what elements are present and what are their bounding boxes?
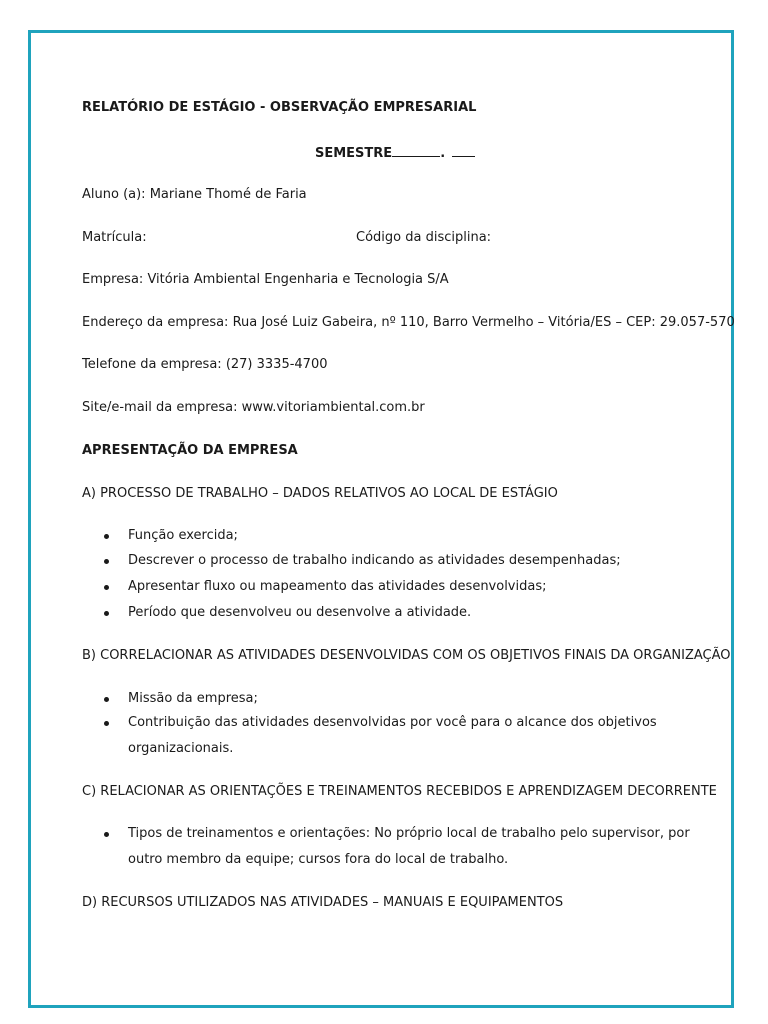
list-item: Tipos de treinamentos e orientações: No próprio local de trabalho pelo supervisor, por <box>128 826 690 841</box>
site-line: Site/e-mail da empresa: www.vitoriambiental.com.br <box>82 400 425 415</box>
list-item: Contribuição das atividades desenvolvidas por você para o alcance dos objetivos <box>128 715 657 730</box>
section-heading: APRESENTAÇÃO DA EMPRESA <box>82 443 298 458</box>
list-item: Apresentar fluxo ou mapeamento das atividades desenvolvidas; <box>128 579 547 594</box>
student-line: Aluno (a): Mariane Thomé de Faria <box>82 187 307 202</box>
bullet-icon <box>104 832 109 837</box>
company-line: Empresa: Vitória Ambiental Engenharia e Tecnologia S/A <box>82 272 449 287</box>
address-line: Endereço da empresa: Rua José Luiz Gabeira, nº 110, Barro Vermelho – Vitória/ES – CEP: 29.057-570 <box>82 315 735 330</box>
bullet-icon <box>104 559 109 564</box>
matricula-line <box>82 230 682 246</box>
semester-label: SEMESTRE <box>315 146 393 161</box>
bullet-icon <box>104 611 109 616</box>
section-c-heading: C) RELACIONAR AS ORIENTAÇÕES E TREINAMENTOS RECEBIDOS E APRENDIZAGEM DECORRENTE <box>82 784 717 799</box>
bullet-icon <box>104 721 109 726</box>
list-item: Descrever o processo de trabalho indicando as atividades desempenhadas; <box>128 553 621 568</box>
bullet-icon <box>104 697 109 702</box>
semester-blank-field <box>392 144 440 157</box>
list-item-continuation: organizacionais. <box>128 741 234 756</box>
bullet-icon <box>104 585 109 590</box>
semester-blank-field-2 <box>452 144 475 157</box>
list-item: Missão da empresa; <box>128 691 258 706</box>
section-b-heading: B) CORRELACIONAR AS ATIVIDADES DESENVOLVIDAS COM OS OBJETIVOS FINAIS DA ORGANIZAÇÃO <box>82 648 731 663</box>
list-item: Função exercida; <box>128 528 238 543</box>
course-code-label: Código da disciplina: <box>356 230 492 245</box>
section-a-heading: A) PROCESSO DE TRABALHO – DADOS RELATIVOS AO LOCAL DE ESTÁGIO <box>82 486 558 501</box>
semester-line <box>315 144 475 162</box>
matricula-label: Matrícula: <box>82 230 147 245</box>
section-d-heading: D) RECURSOS UTILIZADOS NAS ATIVIDADES – MANUAIS E EQUIPAMENTOS <box>82 895 564 910</box>
phone-line: Telefone da empresa: (27) 3335-4700 <box>82 357 328 372</box>
document-title: RELATÓRIO DE ESTÁGIO - OBSERVAÇÃO EMPRESARIAL <box>82 100 477 115</box>
list-item-continuation: outro membro da equipe; cursos fora do local de trabalho. <box>128 852 509 867</box>
semester-separator: . <box>440 146 446 161</box>
bullet-icon <box>104 534 109 539</box>
list-item: Período que desenvolveu ou desenvolve a atividade. <box>128 605 472 620</box>
